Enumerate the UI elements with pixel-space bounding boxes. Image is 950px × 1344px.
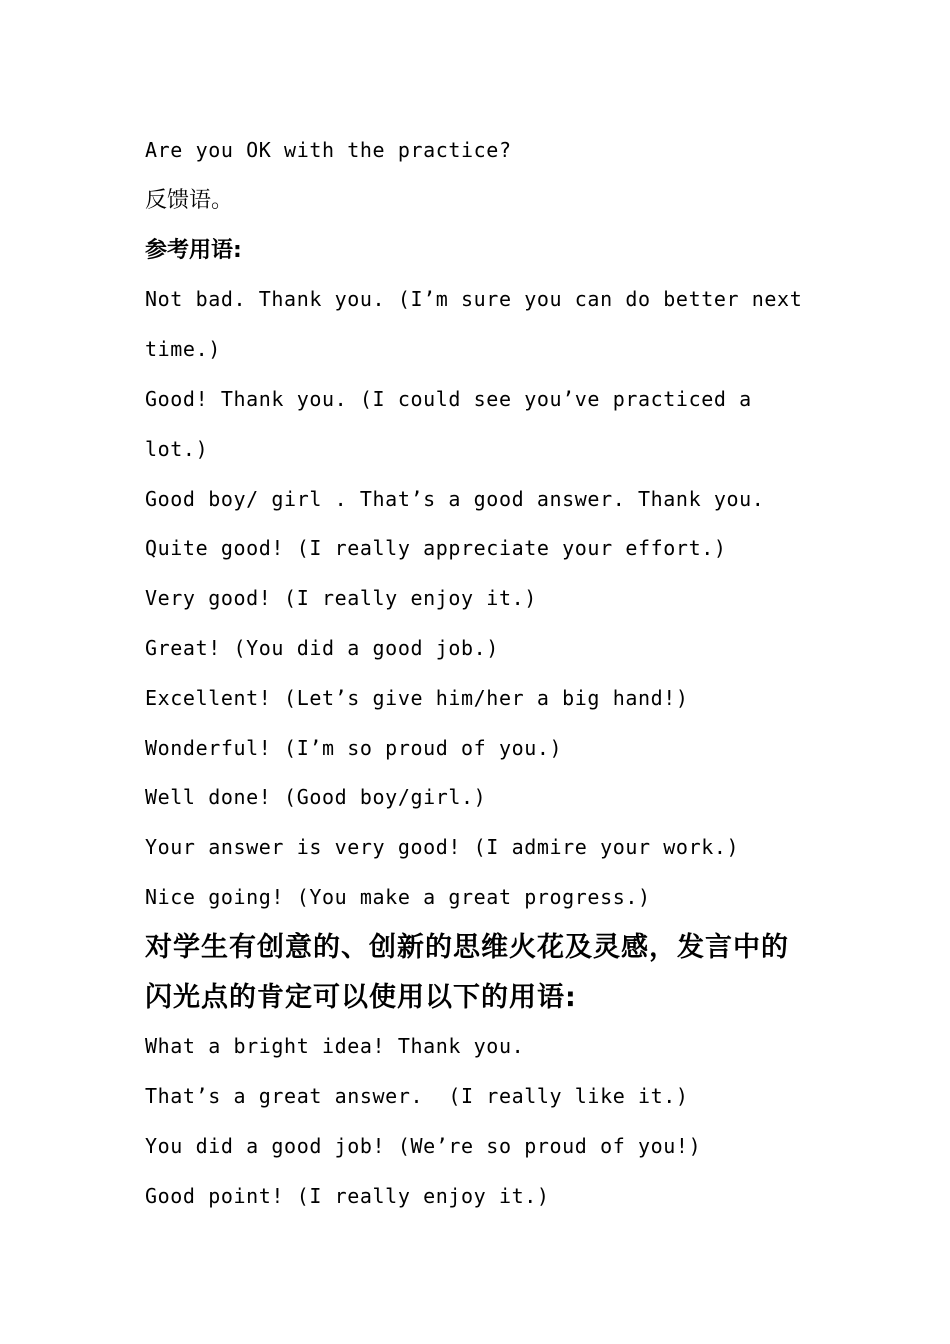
text-line: That’s a great answer. (I really like it.) [145, 1084, 689, 1109]
text-line: Excellent! (Let’s give him/her a big hand!) [145, 685, 689, 710]
text-line: Your answer is very good! (I admire your work.) [145, 835, 740, 860]
text-line: Great! (You did a good job.) [145, 635, 499, 660]
text-line: Nice going! (You make a great progress.) [145, 884, 651, 909]
text-line: lot.) [145, 436, 209, 461]
section-label: 反馈语。 [145, 187, 234, 213]
text-line: Good point! (I really enjoy it.) [145, 1183, 550, 1208]
section-heading: 对学生有创意的、创新的思维火花及灵感，发言中的 [145, 931, 789, 963]
text-line: Not bad. Thank you. (I’m sure you can do better next [145, 287, 803, 312]
text-line: What a bright idea! Thank you. [145, 1034, 525, 1059]
text-line: Well done! (Good boy/girl.) [145, 785, 487, 810]
text-line: time.) [145, 337, 221, 362]
text-line: You did a good job! (We’re so proud of you!) [145, 1133, 702, 1158]
text-line: Are you OK with the practice? [145, 138, 512, 162]
text-line: Good boy/ girl . That’s a good answer. Thank you. [145, 486, 765, 511]
section-heading: 闪光点的肯定可以使用以下的用语: [145, 981, 577, 1013]
document-body [145, 126, 825, 1222]
text-line: Good! Thank you. (I could see you’ve practiced a [145, 386, 752, 411]
text-line: Quite good! (I really appreciate your effort.) [145, 536, 727, 561]
text-line: Wonderful! (I’m so proud of you.) [145, 735, 563, 760]
text-line: Very good! (I really enjoy it.) [145, 586, 537, 611]
reference-heading: 参考用语: [145, 237, 242, 263]
